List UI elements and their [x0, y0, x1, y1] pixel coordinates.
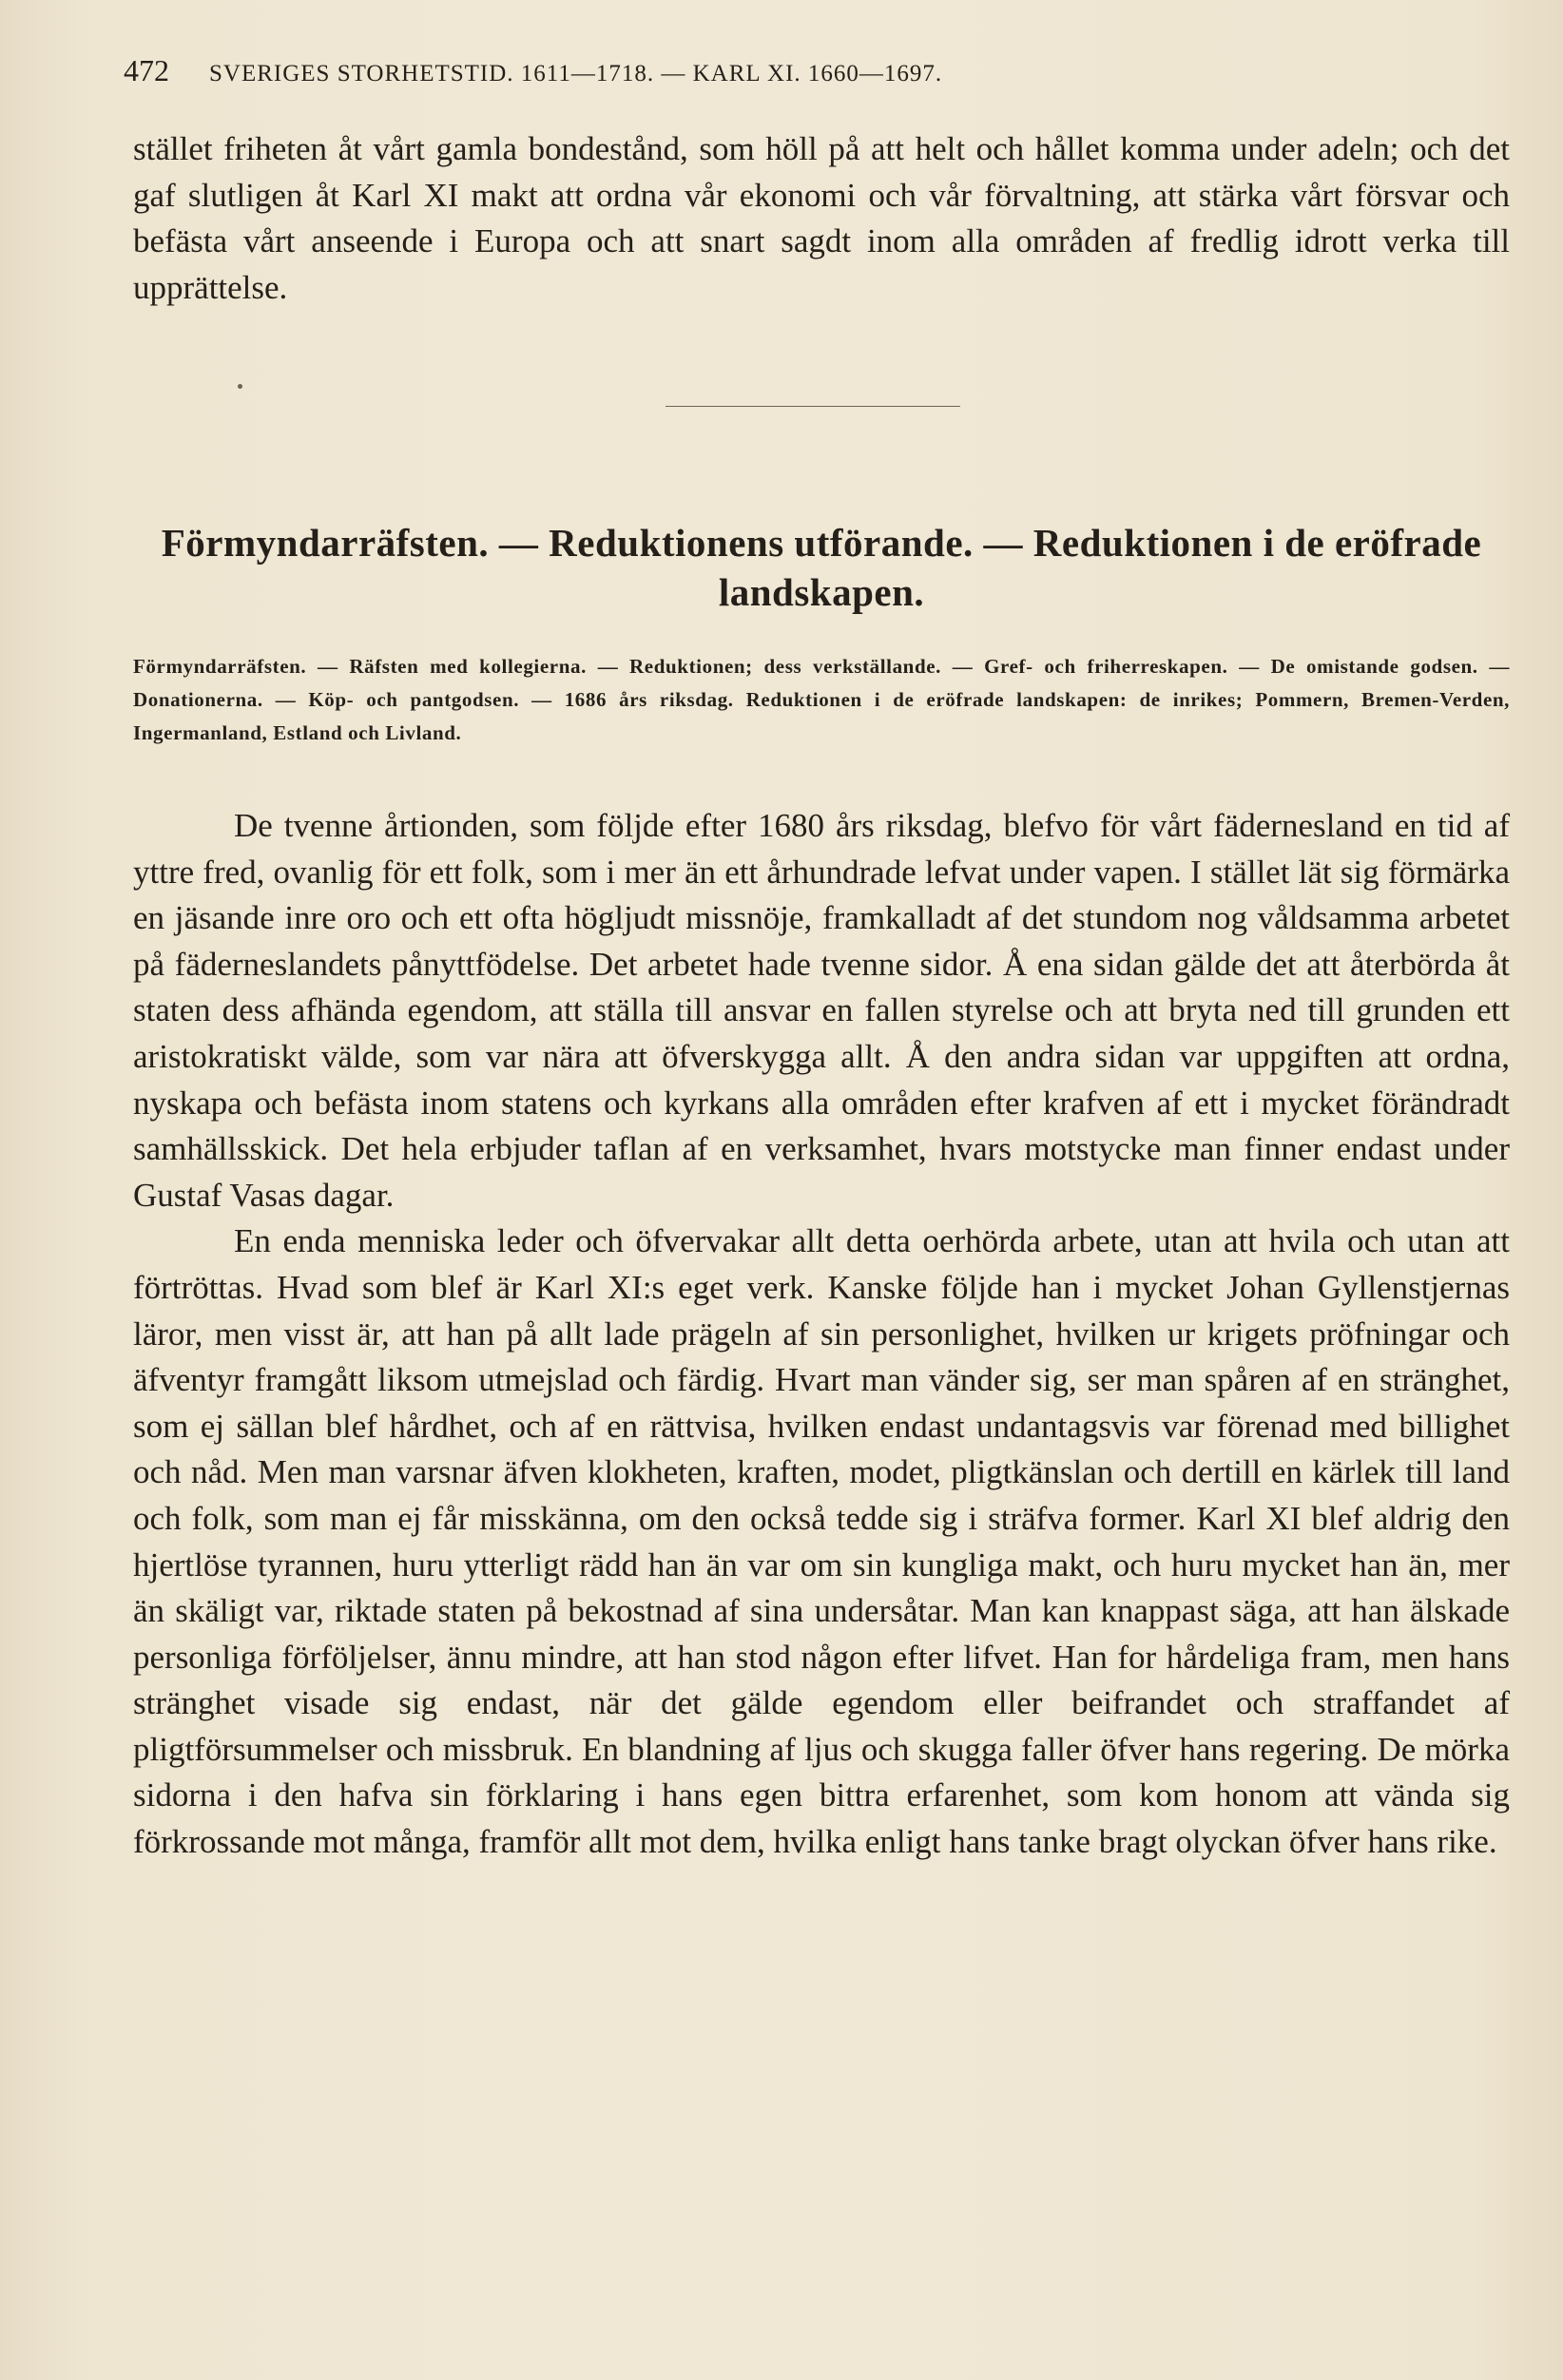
running-title: SVERIGES STORHETSTID. 1611—1718. — KARL XI. 1660—1697. — [209, 61, 943, 86]
paragraph-2: En enda menniska leder och öfvervakar allt detta oerhörda arbete, utan att hvila och utan att förtröttas. Hvad som blef är Karl XI:s eget verk. Kanske följde han i mycket Johan Gyllenstjernas läror, men visst är, att han på allt lade prägeln af sin personlighet, hvilken ur krigets pröfningar och äfventyr framgått liksom utmejslad och färdig. Hvart man vänder sig, ser man spåren af en stränghet, som ej sällan blef hårdhet, och af en rättvisa, hvilken endast undantagsvis var förenad med billighet och nåd. Men man varsnar äfven klokheten, kraften, modet, pligtkänslan och dertill en kärlek till land och folk, som man ej får misskänna, om den också tedde sig i sträfva former. Karl XI blef aldrig den hjertlöse tyrannen, huru ytterligt rädd han än var om sin kungliga makt, och huru mycket han än, mer än skäligt var, riktade staten på bekostnad af sina undersåtar. Man kan knappast säga, att han älskade personliga förföljelser, ännu mindre, att han stod någon efter lifvet. Han for hårdeliga fram, men hans stränghet visade sig endast, när det gälde egendom eller beifrandet och straffandet af pligtförsummelser och missbruk. En blandning af ljus och skugga faller öfver hans regering. De mörka sidorna i den hafva sin förklaring i hans egen bittra erfarenhet, som kom honom att vända sig förkrossande mot många, framför allt mot dem, hvilka enligt hans tanke bragt olyckan öfver hans rike. — [133, 1222, 1510, 1861]
intro-paragraph: stället friheten åt vårt gamla bondestånd, som höll på att helt och hållet komma under adeln; och det gaf slutligen åt Karl XI makt att ordna vår ekonomi och vår förvaltning, att stärka vårt försvar och befästa vårt anseende i Europa och att snart sagdt inom alla områden af fredlig idrott verka till upprättelse. — [133, 130, 1510, 306]
paragraph-1: De tvenne årtionden, som följde efter 1680 års riksdag, blefvo för vårt fädernesland en tid af yttre fred, ovanlig för ett folk, som i mer än ett århundrade lefvat under vapen. I stället lät sig förmärka en jäsande inre oro och ett ofta högljudt missnöje, framkalladt af det stundom nog våldsamma arbetet på fäderneslandets pånyttfödelse. Det arbetet hade tvenne sidor. Å ena sidan gälde det att återbörda åt staten dess afhända egendom, att ställa till ansvar en fallen styrelse och att bryta ned till grunden ett aristokratiskt välde, som var nära att öfverskygga allt. Å den andra sidan var uppgiften att ordna, nyskapa och befästa inom statens och kyrkans alla områden efter krafven af ett i mycket förändradt samhällsskick. Det hela erbjuder taflan af en verksamhet, hvars motstycke man finner endast under Gustaf Vasas dagar. — [133, 807, 1510, 1214]
printing-speck — [238, 384, 242, 389]
running-header — [124, 53, 1455, 91]
chapter-title: Förmyndarräfsten. — Reduktionens utförande. — Reduktionen i de eröfrade landskapen. — [161, 521, 1482, 614]
chapter-body — [133, 803, 1510, 1866]
chapter-summary: Förmyndarräfsten. — Räfsten med kollegierna. — Reduktionen; dess verkställande. — Gref- och friherreskapen. — De omistande godsen. — Donationerna. — Köp- och pantgodsen. — 1686 års riksdag. Reduktionen i de eröfrade landskapen: de inrikes; Pommern, Bremen-Verden, Ingermanland, Estland och Livland. — [133, 655, 1510, 744]
section-divider — [666, 406, 960, 407]
page-number: 472 — [124, 53, 169, 87]
